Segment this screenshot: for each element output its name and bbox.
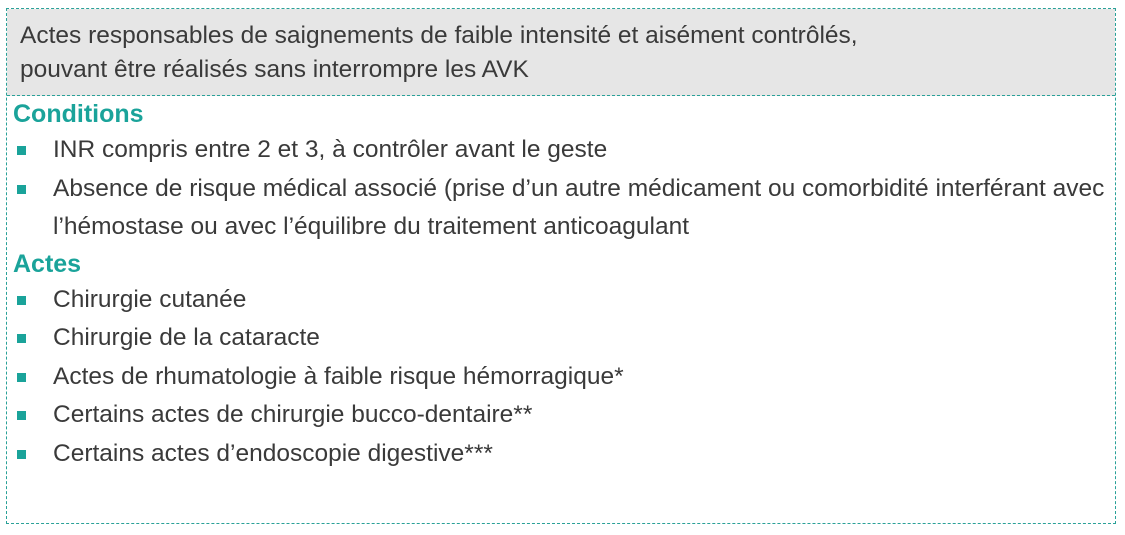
square-bullet-icon — [17, 185, 26, 194]
list-item-text: Certains actes de chirurgie bucco-dentaire** — [53, 401, 533, 428]
list-item — [13, 396, 1115, 435]
conditions-list — [13, 131, 1115, 247]
actes-heading: Actes — [13, 249, 82, 278]
actes-list — [13, 281, 1115, 474]
list-item-text: Chirurgie de la cataracte — [53, 324, 320, 351]
header-title-line-1: Actes responsables de saignements de faible intensité et aisément contrôlés, — [20, 22, 858, 49]
square-bullet-icon — [17, 146, 26, 155]
list-item — [13, 281, 1115, 320]
header-title-line-2: pouvant être réalisés sans interrompre les AVK — [20, 56, 529, 83]
list-item-text: Certains actes d’endoscopie digestive*** — [53, 439, 493, 467]
list-item-text: Actes de rhumatologie à faible risque hémorragique* — [53, 362, 624, 390]
list-item-text: Chirurgie cutanée — [53, 285, 247, 313]
box-header — [7, 9, 1115, 96]
square-bullet-icon — [17, 373, 26, 382]
square-bullet-icon — [17, 334, 26, 343]
list-item — [13, 170, 1115, 247]
square-bullet-icon — [17, 411, 26, 420]
square-bullet-icon — [17, 296, 26, 305]
conditions-heading: Conditions — [13, 100, 144, 128]
list-item-text: INR compris entre 2 et 3, à contrôler avant le geste — [53, 136, 608, 163]
list-item — [13, 319, 1115, 358]
list-item-text: Absence de risque médical associé (prise d’un autre médicament ou comorbidité interférant avec l’hémostase ou avec l’équilibre du traitement anticoagulant — [53, 174, 1105, 240]
list-item — [13, 131, 1115, 170]
box-content — [13, 97, 1115, 473]
list-item — [13, 435, 1115, 474]
square-bullet-icon — [17, 450, 26, 459]
list-item — [13, 358, 1115, 397]
